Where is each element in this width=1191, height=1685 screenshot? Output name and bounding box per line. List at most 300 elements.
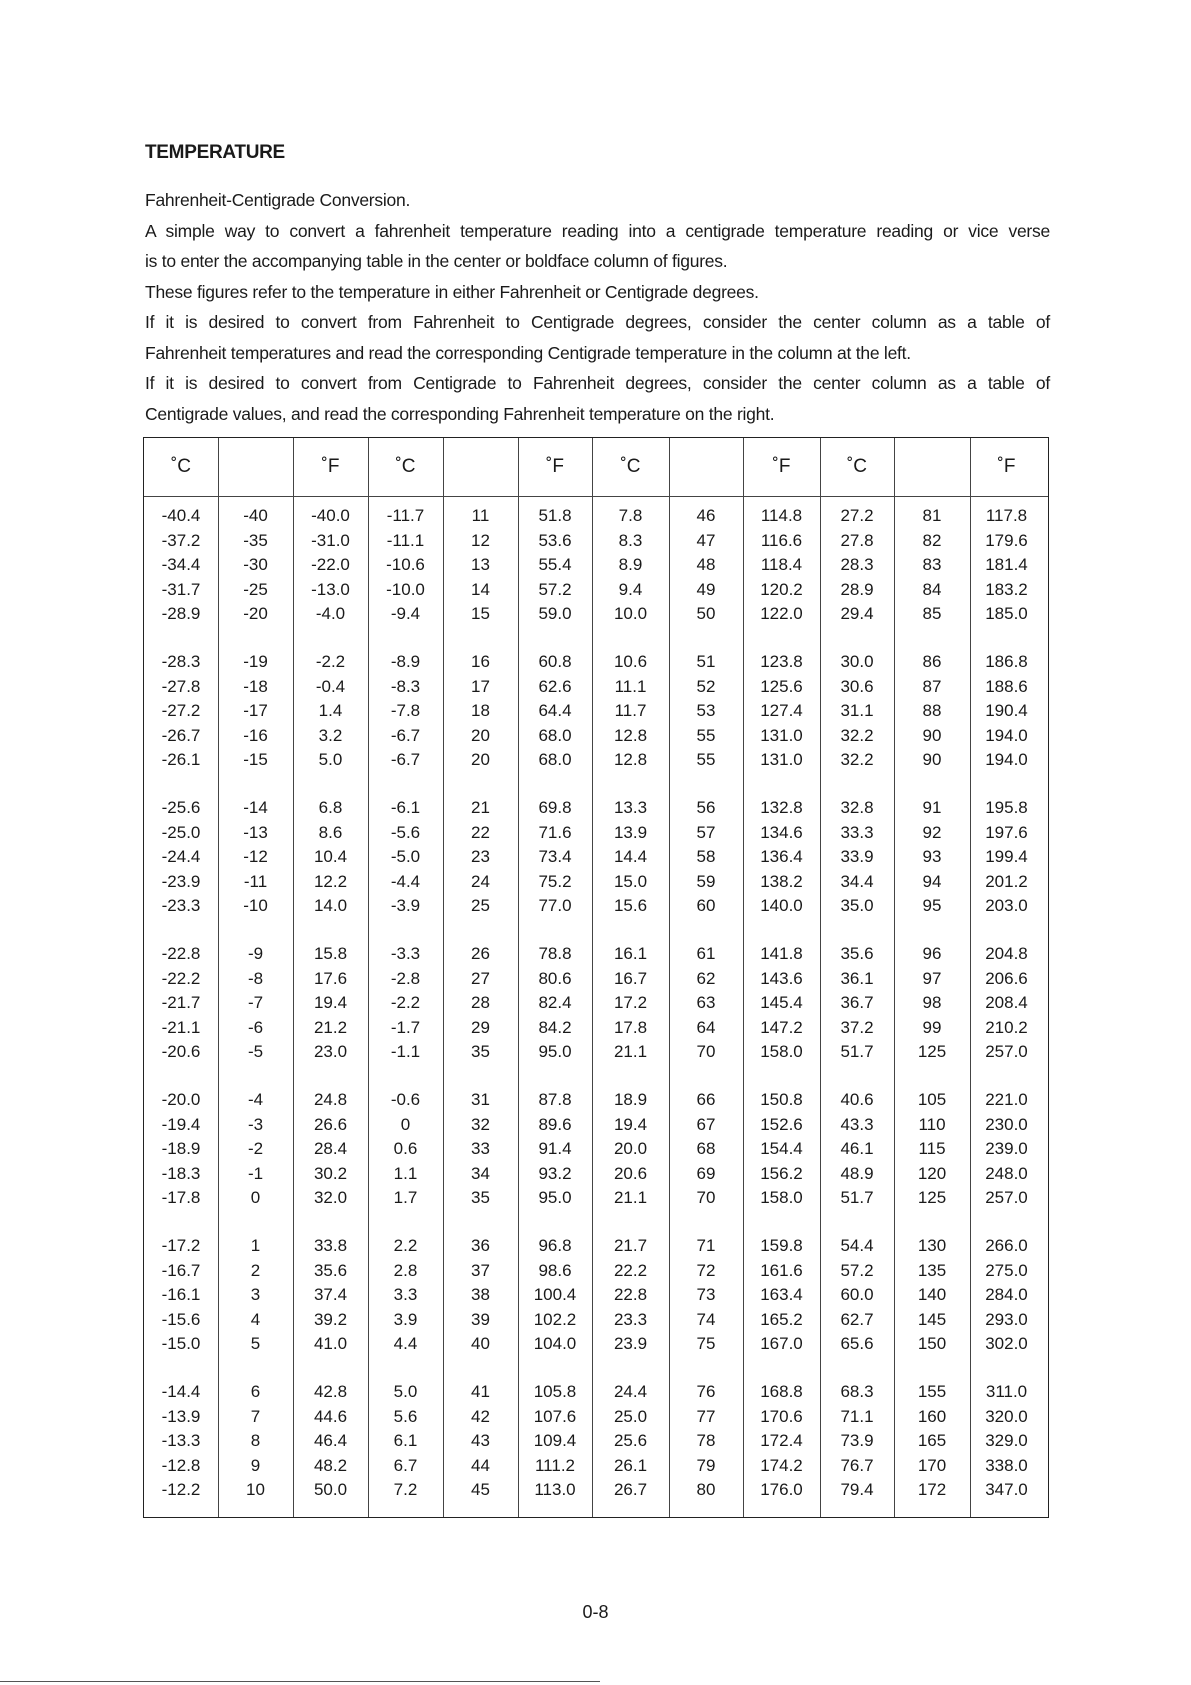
table-cell: 1.4 — [318, 701, 343, 721]
table-cell: 167.0 — [760, 1334, 803, 1354]
table-cell: 0.6 — [393, 1139, 418, 1159]
table-cell: 12 — [471, 530, 490, 550]
table-cell: -40 — [243, 506, 268, 525]
table-cell: -3.3 — [390, 944, 421, 963]
table-cell: 116.6 — [760, 530, 803, 550]
table-cell: 61 — [696, 944, 716, 963]
table-cell: -11 — [243, 871, 268, 891]
table-cell: 6 — [250, 1382, 261, 1401]
table-cell: 8.6 — [318, 822, 343, 842]
table-cell: -6.7 — [390, 750, 421, 770]
table-cell: 165.2 — [760, 1309, 803, 1329]
table-cell: -9 — [247, 944, 264, 963]
table-cell: 122.0 — [760, 604, 803, 624]
table-cell: -7 — [247, 993, 264, 1013]
table-cell: -18 — [243, 676, 268, 696]
table-cell: 15.8 — [313, 944, 348, 963]
table-cell: 29.4 — [840, 604, 874, 624]
table-cell: 50.0 — [313, 1480, 348, 1500]
table-cell: 20 — [471, 725, 490, 745]
table-cell: 22 — [471, 822, 490, 842]
table-cell: 188.6 — [985, 676, 1028, 696]
table-cell: 32.0 — [313, 1188, 348, 1208]
table-cell: -4.0 — [315, 604, 346, 624]
table-cell: 30.0 — [840, 652, 874, 671]
table-cell: 20 — [471, 750, 490, 770]
table-cell: 52 — [696, 676, 716, 696]
table-cell: -12.2 — [161, 1480, 201, 1500]
table-cell: -8.3 — [390, 676, 421, 696]
table-cell: 140.0 — [760, 896, 803, 916]
table-cell: 76.7 — [840, 1455, 874, 1475]
table-cell: 46.1 — [840, 1139, 874, 1159]
table-cell: 62.6 — [538, 676, 572, 696]
table-cell: 6.1 — [393, 1431, 418, 1451]
table-cell: 33.8 — [313, 1236, 348, 1255]
table-cell: 201.2 — [985, 871, 1028, 891]
table-cell: 70 — [696, 1042, 716, 1062]
table-cell: 185.0 — [985, 604, 1028, 624]
table-cell: 170.6 — [760, 1406, 803, 1426]
table-cell: 56 — [696, 798, 716, 817]
table-cell: 29 — [471, 1017, 490, 1037]
table-cell: -19.4 — [161, 1114, 201, 1134]
table-cell: -13.9 — [161, 1406, 201, 1426]
table-cell: 105 — [917, 1090, 947, 1109]
table-cell: 0 — [250, 1188, 261, 1208]
table-cell: 81 — [922, 506, 942, 525]
table-cell: 40.6 — [840, 1090, 874, 1109]
table-cell: 3.9 — [393, 1309, 418, 1329]
table-cell: 194.0 — [985, 750, 1028, 770]
table-cell: -7.8 — [390, 701, 421, 721]
table-cell: 87.8 — [538, 1090, 572, 1109]
table-cell: 18.9 — [613, 1090, 648, 1109]
table-cell: -25.6 — [161, 798, 201, 817]
table-cell: -13 — [243, 822, 268, 842]
table-cell: 44.6 — [313, 1406, 348, 1426]
table-cell: 30.2 — [313, 1163, 348, 1183]
table-cell: 62.7 — [840, 1309, 874, 1329]
table-cell: 293.0 — [985, 1309, 1028, 1329]
table-cell: 16.1 — [613, 944, 648, 963]
table-cell: 172.4 — [760, 1431, 803, 1451]
table-cell: -6.7 — [390, 725, 421, 745]
table-cell: -37.2 — [161, 530, 201, 550]
table-cell: 2 — [250, 1260, 261, 1280]
table-cell: 132.8 — [760, 798, 803, 817]
table-cell: 55 — [696, 750, 716, 770]
table-cell: 53.6 — [538, 530, 572, 550]
column-header: ˚C — [620, 456, 641, 477]
table-cell: -17.2 — [161, 1236, 201, 1255]
table-cell: 72 — [696, 1260, 716, 1280]
table-cell: 109.4 — [533, 1431, 577, 1451]
table-cell: -40.0 — [311, 506, 350, 525]
table-cell: -31.7 — [161, 579, 201, 599]
column-header: ˚C — [170, 456, 192, 477]
table-cell: -2 — [247, 1139, 264, 1159]
table-cell: 34 — [471, 1163, 490, 1183]
table-cell: 87 — [922, 676, 942, 696]
table-cell: 68.0 — [538, 750, 572, 770]
table-cell: -27.8 — [161, 676, 201, 696]
table-cell: 11 — [471, 506, 490, 525]
table-cell: 98 — [922, 993, 942, 1013]
table-cell: 26.7 — [613, 1480, 648, 1500]
table-cell: 97 — [922, 968, 942, 988]
paragraph-line: Fahrenheit-Centigrade Conversion. — [145, 190, 411, 210]
table-cell: 94 — [922, 871, 942, 891]
table-cell: 96 — [922, 944, 942, 963]
table-cell: 134.6 — [760, 822, 803, 842]
table-cell: -10.6 — [386, 555, 425, 575]
table-cell: 55 — [696, 725, 716, 745]
table-cell: 36 — [471, 1236, 490, 1255]
column-header — [669, 438, 743, 496]
table-cell: 152.6 — [760, 1114, 803, 1134]
paragraph-line: If it is desired to convert from Centigrade to Fahrenheit degrees, consider the center column as a table of — [145, 373, 1050, 393]
table-cell: 71 — [696, 1236, 716, 1255]
table-cell: 123.8 — [760, 652, 803, 671]
table-cell: 161.6 — [760, 1260, 803, 1280]
table-cell: -18.9 — [161, 1139, 201, 1159]
table-cell: 135 — [917, 1260, 947, 1280]
paragraph-line: Centigrade values, and read the corresponding Fahrenheit temperature on the right. — [145, 403, 775, 424]
table-cell: 239.0 — [985, 1139, 1028, 1159]
table-cell: 28.9 — [840, 579, 874, 599]
table-cell: 204.8 — [985, 944, 1028, 963]
table-cell: 48 — [696, 555, 716, 575]
table-cell: 33.3 — [840, 822, 874, 842]
table-cell: -5.6 — [390, 822, 421, 842]
table-cell: 190.4 — [985, 701, 1028, 721]
table-cell: 46.4 — [313, 1431, 348, 1451]
table-cell: -5 — [247, 1042, 264, 1062]
table-cell: 102.2 — [533, 1309, 577, 1329]
table-cell: -25 — [243, 579, 268, 599]
table-cell: 92 — [922, 822, 942, 842]
table-cell: -12 — [243, 847, 268, 867]
table-cell: 158.0 — [760, 1188, 803, 1208]
column-header: ˚F — [997, 456, 1016, 477]
table-cell: 104.0 — [533, 1334, 577, 1354]
table-cell: 9.4 — [618, 579, 643, 599]
table-cell: -23.3 — [161, 896, 201, 916]
table-cell: 79.4 — [840, 1480, 874, 1500]
table-cell: 25 — [471, 896, 490, 916]
table-cell: -4.4 — [390, 871, 421, 891]
table-cell: 12.8 — [613, 725, 648, 745]
table-cell: 16.7 — [613, 968, 648, 988]
table-cell: 41.0 — [313, 1334, 348, 1354]
table-cell: 46 — [696, 506, 716, 525]
table-cell: 118.4 — [760, 555, 803, 575]
table-cell: -25.0 — [161, 822, 201, 842]
table-cell: 160 — [917, 1406, 947, 1426]
table-cell: 208.4 — [985, 993, 1028, 1013]
table-cell: 71.1 — [840, 1406, 874, 1426]
table-cell: 199.4 — [985, 847, 1028, 867]
table-cell: 59 — [696, 871, 716, 891]
table-cell: -20 — [243, 604, 268, 624]
table-cell: 150.8 — [760, 1090, 803, 1109]
table-cell: 73.4 — [538, 847, 572, 867]
table-cell: 8.9 — [618, 555, 643, 575]
table-cell: 58 — [696, 847, 716, 867]
table-cell: -24.4 — [161, 847, 201, 867]
table-cell: 65.6 — [840, 1334, 874, 1354]
table-cell: 75 — [696, 1334, 716, 1354]
table-cell: -17.8 — [161, 1188, 201, 1208]
table-cell: -8.9 — [390, 652, 421, 671]
table-cell: 181.4 — [985, 555, 1028, 575]
table-cell: 73 — [696, 1285, 716, 1305]
table-cell: 17.2 — [613, 993, 648, 1013]
table-cell: -1.1 — [390, 1042, 421, 1062]
table-cell: -0.6 — [390, 1090, 421, 1109]
table-cell: 176.0 — [760, 1480, 803, 1500]
table-cell: 10 — [246, 1480, 265, 1500]
table-cell: 68.3 — [840, 1382, 874, 1401]
table-cell: 9 — [250, 1455, 261, 1475]
table-cell: 77 — [696, 1406, 716, 1426]
table-cell: 11.7 — [614, 701, 647, 721]
table-cell: 165 — [917, 1431, 947, 1451]
table-grid — [144, 438, 1048, 1517]
table-cell: 26.6 — [313, 1114, 348, 1134]
table-cell: 311.0 — [985, 1382, 1028, 1401]
table-cell: 24.8 — [313, 1090, 348, 1109]
table-cell: 107.6 — [533, 1406, 577, 1426]
table-cell: 68.0 — [538, 725, 572, 745]
table-cell: 10.6 — [613, 652, 648, 671]
table-cell: -1.7 — [390, 1017, 421, 1037]
table-cell: 206.6 — [985, 968, 1028, 988]
table-cell: -28.9 — [161, 604, 201, 624]
table-cell: 8 — [250, 1431, 261, 1451]
table-cell: 194.0 — [985, 725, 1028, 745]
table-cell: 154.4 — [760, 1139, 803, 1159]
table-cell: 36.1 — [840, 968, 874, 988]
table-cell: 25.0 — [613, 1406, 648, 1426]
table-cell: 24 — [471, 871, 490, 891]
table-cell: 156.2 — [760, 1163, 803, 1183]
table-cell: -34.4 — [161, 555, 201, 575]
table-cell: 45 — [471, 1480, 490, 1500]
table-cell: 186.8 — [985, 652, 1028, 671]
table-cell: 13.3 — [613, 798, 648, 817]
table-cell: 17.8 — [613, 1017, 648, 1037]
table-cell: 35 — [471, 1042, 490, 1062]
table-cell: 34.4 — [840, 871, 874, 891]
table-cell: 63 — [696, 993, 716, 1013]
column-header: ˚F — [772, 456, 791, 477]
table-cell: -20.0 — [161, 1090, 201, 1109]
table-cell: -21.1 — [161, 1017, 201, 1037]
table-cell: 54.4 — [840, 1236, 874, 1255]
page-number: 0-8 — [582, 1602, 609, 1622]
table-cell: -17 — [243, 701, 268, 721]
table-cell: 17.6 — [313, 968, 348, 988]
table-cell: 138.2 — [760, 871, 803, 891]
table-cell: 76 — [696, 1382, 716, 1401]
table-cell: 6.8 — [318, 798, 343, 817]
table-cell: 7.2 — [393, 1480, 418, 1500]
table-cell: 75.2 — [538, 871, 572, 891]
table-cell: 125 — [917, 1042, 947, 1062]
table-cell: 98.6 — [538, 1260, 572, 1280]
table-cell: 51.8 — [538, 506, 572, 525]
table-cell: 172 — [917, 1480, 947, 1500]
table-cell: -26.1 — [161, 750, 201, 770]
table-cell: 302.0 — [985, 1334, 1028, 1354]
table-cell: -13.3 — [161, 1431, 201, 1451]
table-cell: 8.3 — [618, 530, 643, 550]
column-header: ˚C — [395, 456, 416, 477]
table-cell: 90 — [922, 725, 942, 745]
table-cell: 27.2 — [840, 506, 874, 525]
table-cell: -14.4 — [161, 1382, 201, 1401]
table-cell: 26.1 — [613, 1455, 648, 1475]
page-heading: TEMPERATURE — [145, 142, 285, 163]
table-cell: 60.8 — [538, 652, 572, 671]
table-cell: 230.0 — [985, 1114, 1028, 1134]
table-cell: 127.4 — [760, 701, 803, 721]
table-cell: 23 — [471, 847, 490, 867]
table-cell: 69 — [696, 1163, 716, 1183]
table-cell: 14.4 — [613, 847, 648, 867]
table-cell: -21.7 — [161, 993, 201, 1013]
table-cell: 320.0 — [985, 1406, 1028, 1426]
table-cell: -5.0 — [390, 847, 421, 867]
table-cell: 136.4 — [760, 847, 803, 867]
table-cell: 24.4 — [613, 1382, 648, 1401]
table-cell: -4 — [247, 1090, 264, 1109]
table-cell: 1 — [250, 1236, 261, 1255]
table-cell: 130 — [917, 1236, 947, 1255]
table-cell: 1.7 — [393, 1188, 418, 1208]
table-cell: 110 — [918, 1114, 946, 1134]
table-cell: 35.6 — [840, 944, 874, 963]
table-cell: -22.8 — [161, 944, 201, 963]
table-cell: 57.2 — [538, 579, 572, 599]
table-cell: 197.6 — [985, 822, 1028, 842]
table-cell: 28.4 — [313, 1139, 348, 1159]
table-cell: 111.2 — [534, 1455, 576, 1475]
table-cell: 159.8 — [760, 1236, 803, 1255]
table-cell: 15 — [471, 604, 490, 624]
table-cell: 266.0 — [985, 1236, 1028, 1255]
table-cell: 155 — [917, 1382, 947, 1401]
table-cell: 18 — [471, 701, 490, 721]
table-cell: 48.9 — [840, 1163, 874, 1183]
table-cell: 7.8 — [618, 506, 643, 525]
table-cell: 91.4 — [538, 1139, 572, 1159]
paragraph-line: If it is desired to convert from Fahrenheit to Centigrade degrees, consider the center column as a table of — [145, 312, 1050, 332]
table-cell: 93 — [922, 847, 942, 867]
table-cell: 27.8 — [840, 530, 874, 550]
table-cell: 84.2 — [538, 1017, 572, 1037]
table-cell: 60.0 — [840, 1285, 874, 1305]
table-cell: 35.6 — [313, 1260, 348, 1280]
table-cell: -10.0 — [386, 579, 425, 599]
column-header: ˚C — [846, 456, 868, 477]
table-cell: 88 — [922, 701, 942, 721]
table-cell: 36.7 — [840, 993, 874, 1013]
table-cell: 86 — [922, 652, 942, 671]
table-cell: 62 — [696, 968, 716, 988]
table-cell: 183.2 — [985, 579, 1028, 599]
table-cell: 49 — [696, 579, 716, 599]
table-cell: -28.3 — [161, 652, 201, 671]
table-cell: 15.6 — [613, 896, 648, 916]
table-cell: 284.0 — [985, 1285, 1028, 1305]
table-cell: 95 — [922, 896, 942, 916]
table-cell: 68 — [696, 1139, 716, 1159]
table-cell: -11.1 — [386, 530, 425, 550]
table-cell: 3 — [250, 1285, 261, 1305]
column-header — [894, 438, 970, 496]
table-cell: 11.1 — [614, 676, 647, 696]
table-cell: 78 — [696, 1431, 716, 1451]
table-cell: -40.4 — [161, 506, 201, 525]
table-cell: 43 — [471, 1431, 490, 1451]
table-cell: 248.0 — [985, 1163, 1028, 1183]
table-cell: 14.0 — [313, 896, 348, 916]
table-cell: 14 — [471, 579, 490, 599]
table-cell: 125 — [917, 1188, 947, 1208]
table-cell: 2.2 — [393, 1236, 418, 1255]
table-cell: 51.7 — [840, 1042, 874, 1062]
table-cell: 145.4 — [760, 993, 803, 1013]
bottom-rule — [0, 1681, 600, 1682]
table-cell: -23.9 — [161, 871, 201, 891]
table-cell: 20.6 — [613, 1163, 648, 1183]
table-cell: 37 — [471, 1260, 490, 1280]
table-cell: 66 — [696, 1090, 716, 1109]
column-header: ˚F — [321, 456, 340, 477]
table-cell: 41 — [471, 1382, 490, 1401]
table-cell: 51 — [696, 652, 716, 671]
table-cell: 10.0 — [613, 604, 648, 624]
table-cell: 20.0 — [613, 1139, 648, 1159]
table-cell: 84 — [922, 579, 942, 599]
table-cell: 257.0 — [985, 1188, 1028, 1208]
table-cell: 147.2 — [760, 1017, 803, 1037]
table-cell: 28.3 — [840, 555, 874, 575]
table-cell: 21 — [471, 798, 490, 817]
table-cell: 4.4 — [393, 1334, 418, 1354]
table-cell: 179.6 — [985, 530, 1028, 550]
table-cell: 55.4 — [538, 555, 572, 575]
table-cell: 0 — [400, 1114, 411, 1134]
table-cell: -19 — [243, 652, 268, 671]
table-cell: 120 — [917, 1163, 947, 1183]
table-cell: 64 — [696, 1017, 716, 1037]
table-cell: -22.0 — [311, 555, 350, 575]
table-cell: 38 — [471, 1285, 490, 1305]
table-cell: -31.0 — [311, 530, 350, 550]
table-cell: 82.4 — [538, 993, 572, 1013]
table-cell: 85 — [922, 604, 942, 624]
table-cell: 168.8 — [760, 1382, 803, 1401]
table-cell: 21.7 — [613, 1236, 648, 1255]
paragraph-line: Fahrenheit temperatures and read the corresponding Centigrade temperature in the column at the left. — [145, 342, 911, 363]
table-cell: 12.2 — [313, 871, 348, 891]
table-cell: -15.0 — [161, 1334, 201, 1354]
table-cell: 67 — [696, 1114, 716, 1134]
